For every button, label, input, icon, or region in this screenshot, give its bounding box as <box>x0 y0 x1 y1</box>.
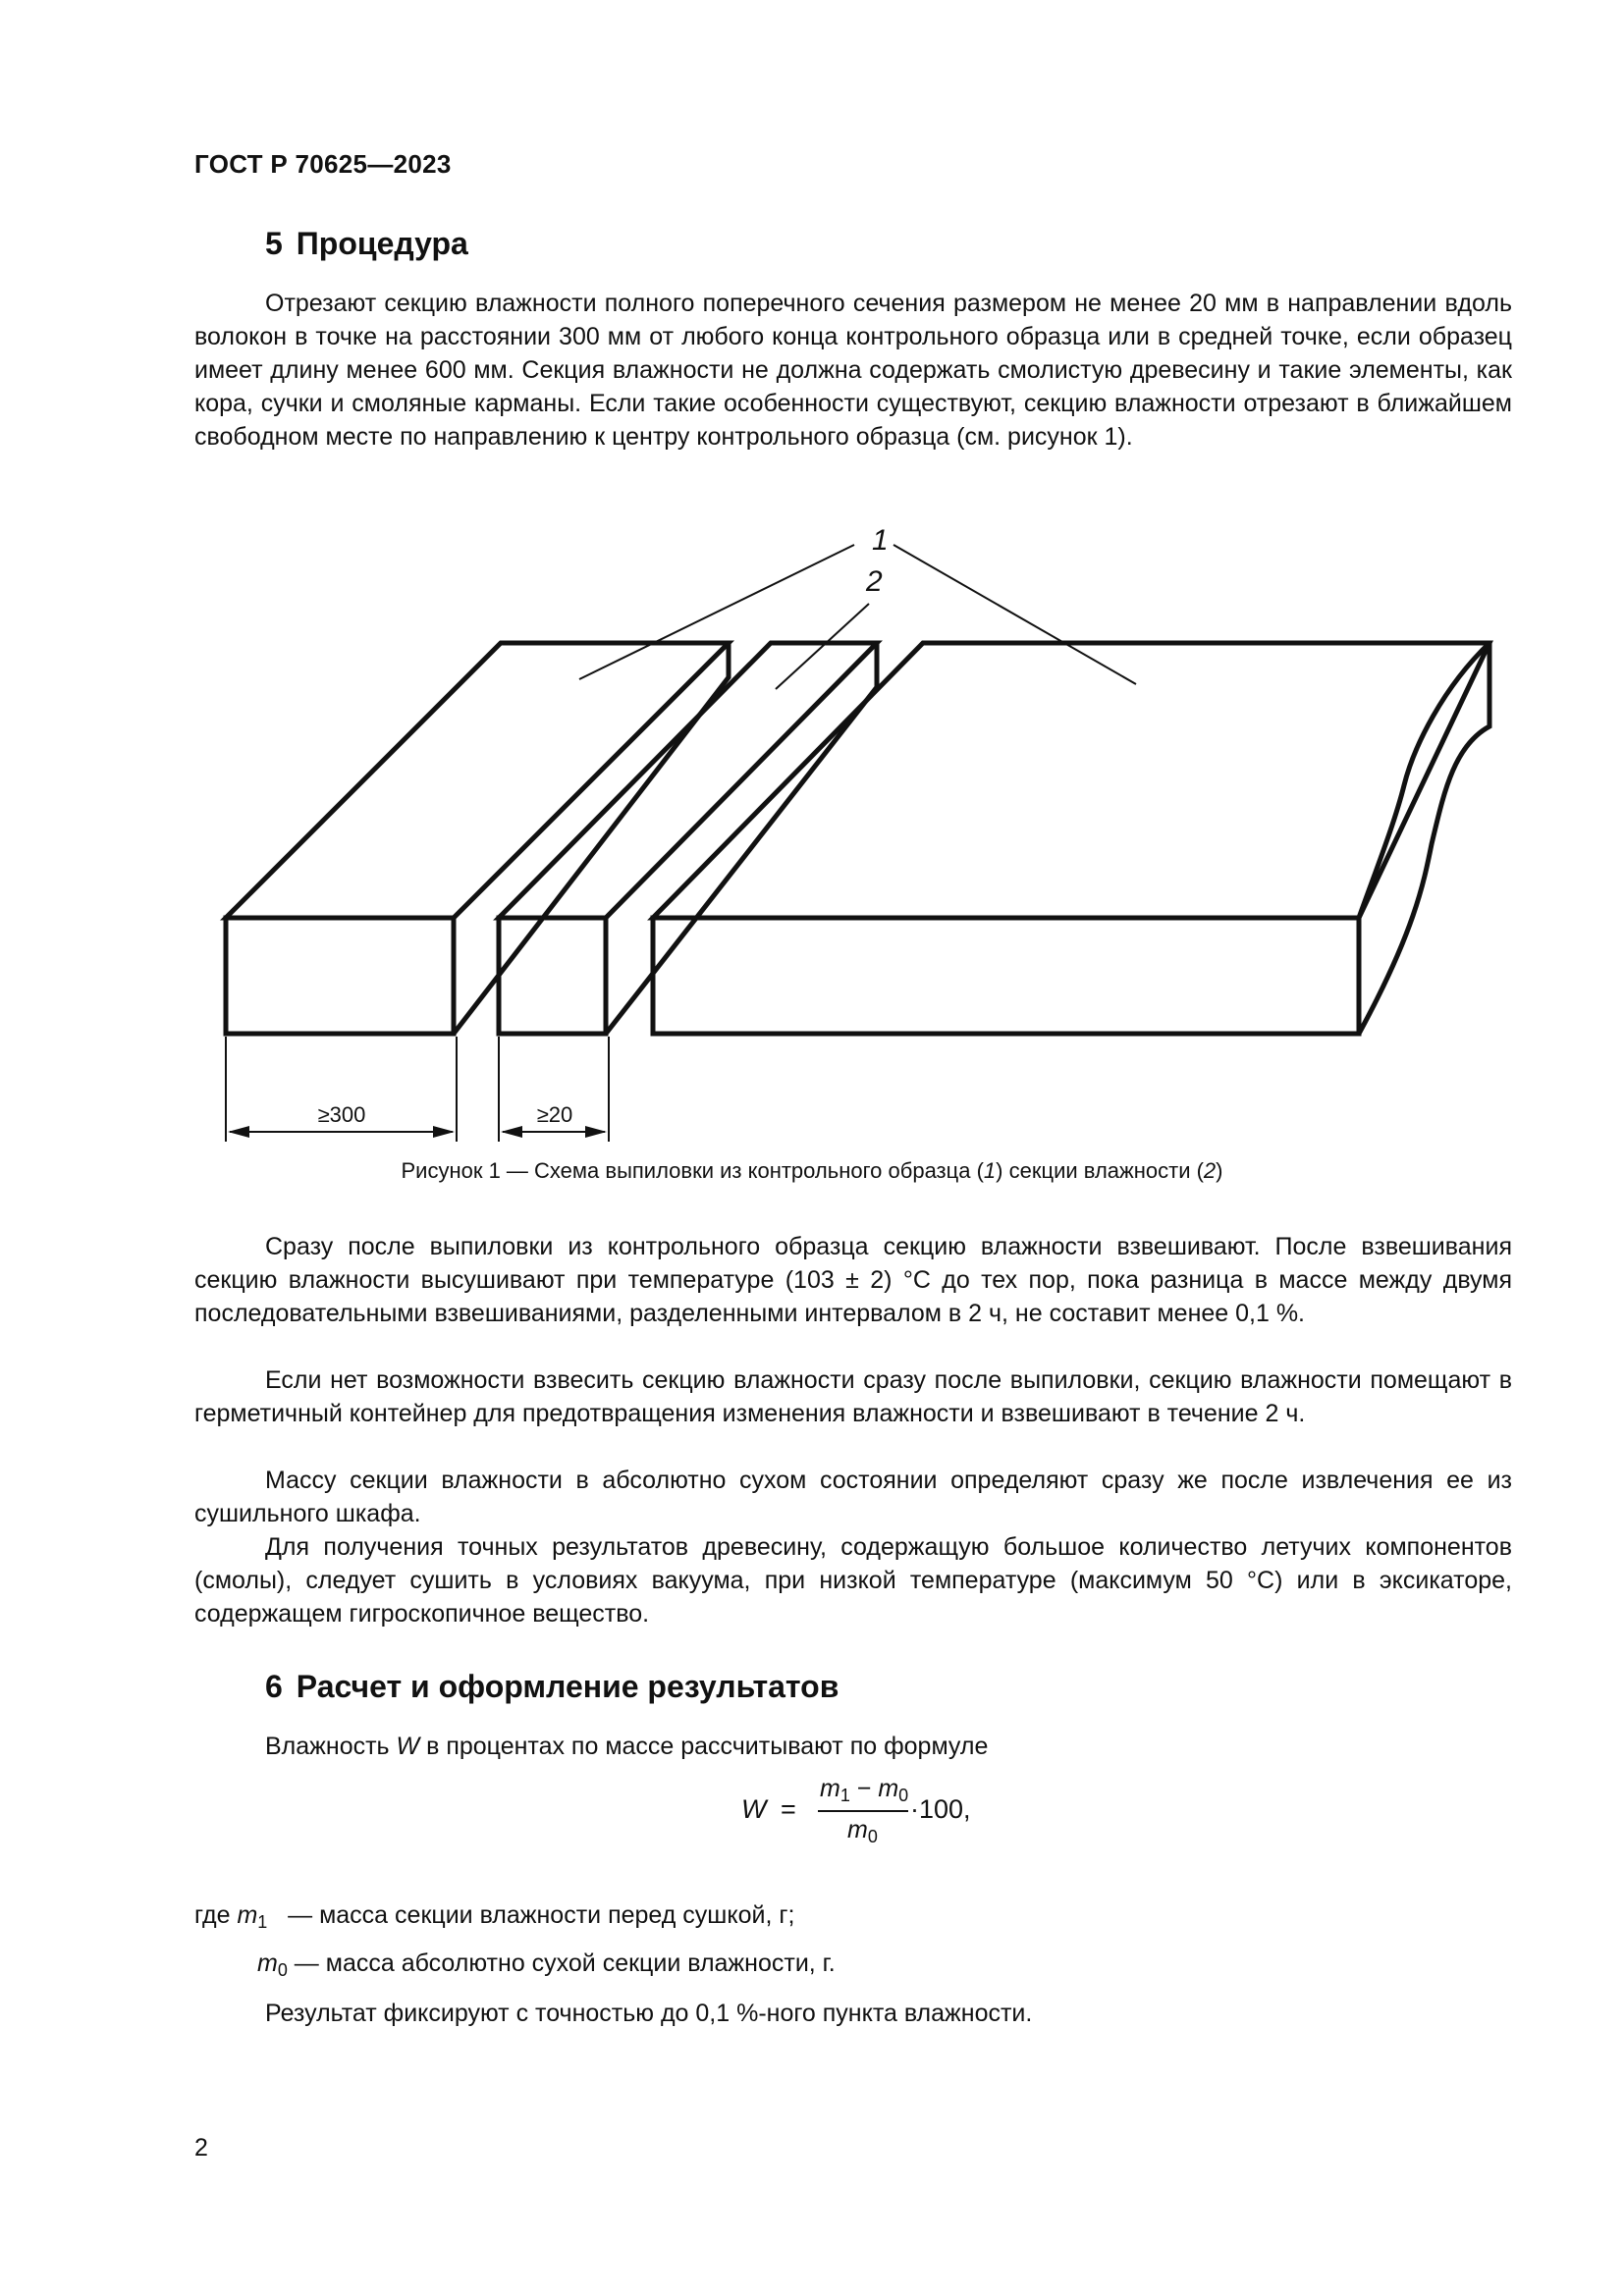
intro-variable: W <box>396 1733 420 1760</box>
control-sample-left-front <box>226 918 454 1034</box>
formula-sub-0: 0 <box>898 1786 909 1805</box>
where-text-1: масса секции влажности перед сушкой, г; <box>319 1901 795 1929</box>
figure-label-1: 1 <box>872 524 889 557</box>
page-number: 2 <box>194 2134 208 2162</box>
section-6-title: Расчет и оформление результатов <box>296 1669 839 1704</box>
section-6-intro <box>194 1730 1512 1763</box>
section-5-paragraph-1: Отрезают секцию влажности полного поперечного сечения размером не менее 20 мм в направлении вдоль волокон в точке на расстоянии 300 мм от любого конца контрольного образца или в средней точке, если образец имеет длину менее 600 мм. Секция влажности не должна содержать смолистую древесину и такие элементы, как кора, сучки и смоляные карманы. Если такие особенности существуют, секцию влажности отрезают в ближайшем свободном месте по направлению к центру контрольного образца (см. рисунок 1). <box>194 290 1512 451</box>
formula-multiplier: ·100, <box>910 1794 971 1824</box>
caption-ref-2: 2 <box>1203 1158 1217 1183</box>
where-item-m0 <box>257 1947 836 1987</box>
where-var-m1: m <box>237 1901 258 1929</box>
where-text-2: масса абсолютно сухой секции влажности, г. <box>325 1949 836 1977</box>
where-var-m0: m <box>257 1949 278 1977</box>
result-precision: Результат фиксируют с точностью до 0,1 %-ного пункта влажности. <box>265 2000 1033 2027</box>
formula-equals: = <box>781 1794 796 1824</box>
formula-m1: m <box>820 1775 840 1802</box>
section-5-paragraph-3: Если нет возможности взвесить секцию влажности сразу после выпиловки, секцию влажности помещают в герметичный контейнер для предотвращения изменения влажности и взвешивают в течение 2 ч. <box>194 1366 1512 1427</box>
control-sample-right-front <box>653 918 1359 1034</box>
where-sub-0: 0 <box>277 1960 288 1980</box>
dim-arrow <box>585 1126 607 1138</box>
dim-arrow <box>501 1126 522 1138</box>
caption-middle: ) секции влажности ( <box>996 1158 1204 1183</box>
leader-2 <box>776 604 869 689</box>
section-5-title: Процедура <box>296 226 468 261</box>
caption-ref-1: 1 <box>983 1158 997 1183</box>
section-5-paragraph-2: Сразу после выпиловки из контрольного образца секцию влажности взвешивают. После взвешивания секцию влажности высушивают при температуре (103 ± 2) °С до тех пор, пока разница в массе между двумя последовательными взвешиваниями, разделенными интервалом в 2 ч, не составит менее 0,1 %. <box>194 1233 1512 1327</box>
control-sample-left-top <box>226 643 729 918</box>
leader-1-right <box>893 545 1136 684</box>
dim-arrow <box>433 1126 455 1138</box>
caption-prefix: Рисунок 1 — Схема выпиловки из контрольного образца ( <box>401 1158 984 1183</box>
intro-after: в процентах по массе рассчитывают по формуле <box>419 1733 989 1760</box>
standard-code: ГОСТ Р 70625—2023 <box>194 149 452 179</box>
where-dash-1: — <box>288 1901 313 1929</box>
dim-arrow <box>228 1126 249 1138</box>
leader-1-left <box>579 545 854 679</box>
control-sample-right-broken-end <box>1359 643 1489 1034</box>
section-6-number: 6 <box>265 1669 283 1704</box>
where-word: где <box>194 1901 231 1929</box>
formula-den-m: m <box>847 1816 868 1843</box>
moisture-section-side <box>606 643 877 1034</box>
section-5-paragraph-4: Массу секции влажности в абсолютно сухом состоянии определяют сразу же после извлечения ее из сушильного шкафа. <box>194 1467 1512 1527</box>
figure-label-2: 2 <box>866 565 883 598</box>
intro-before: Влажность <box>265 1733 397 1760</box>
dimension-20-label: ≥20 <box>536 1102 573 1127</box>
formula-lhs: W <box>741 1794 767 1824</box>
fraction-bar <box>818 1810 908 1812</box>
control-sample-right-top <box>653 643 1489 918</box>
where-sub-1: 1 <box>257 1912 268 1932</box>
formula-den-sub: 0 <box>867 1827 878 1846</box>
section-5-paragraph-5: Для получения точных результатов древесину, содержащую большое количество летучих компонентов (смолы), следует сушить в условиях вакуума, при низкой температуре (максимум 50 °С) или в эксикаторе, содержащем гигроскопичное вещество. <box>194 1533 1512 1628</box>
where-dash-2: — <box>294 1949 319 1977</box>
formula-minus: − <box>849 1775 879 1802</box>
formula-denominator <box>847 1816 878 1847</box>
formula-numerator <box>820 1775 908 1806</box>
where-item-m1 <box>194 1898 794 1939</box>
formula-m0: m <box>878 1775 899 1802</box>
section-5-number: 5 <box>265 226 283 261</box>
moisture-formula <box>741 1775 997 1853</box>
figure-1-caption <box>0 1158 1624 1184</box>
section-6-heading <box>265 1669 839 1705</box>
dimension-300-label: ≥300 <box>317 1102 366 1127</box>
moisture-section-front <box>499 918 606 1034</box>
formula-sub-1: 1 <box>839 1786 850 1805</box>
caption-suffix: ) <box>1216 1158 1223 1183</box>
